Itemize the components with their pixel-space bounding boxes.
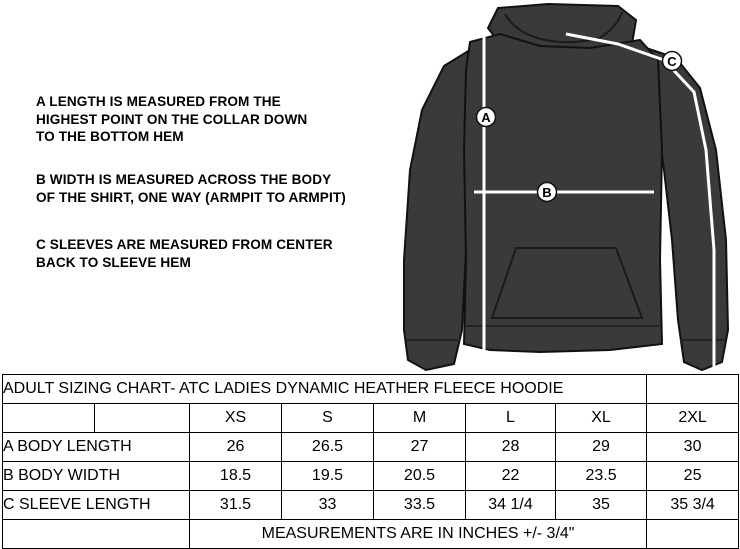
note-length: A LENGTH IS MEASURED FROM THE HIGHEST POINT ON THE COLLAR DOWN TO THE BOTTOM HEM bbox=[36, 94, 308, 145]
table-cell: 35 3/4 bbox=[647, 491, 739, 520]
header-row bbox=[3, 404, 739, 433]
table-cell: 33.5 bbox=[374, 491, 466, 520]
header-empty-cell bbox=[95, 404, 190, 433]
table-cell: 29 bbox=[556, 433, 647, 462]
table-cell: 35 bbox=[556, 491, 647, 520]
table-cell: 33 bbox=[282, 491, 374, 520]
sizing-chart-table bbox=[2, 374, 739, 549]
size-header: L bbox=[466, 404, 556, 433]
size-header: 2XL bbox=[647, 404, 739, 433]
table-cell: 34 1/4 bbox=[466, 491, 556, 520]
note-sleeve: C SLEEVES ARE MEASURED FROM CENTER BACK TO SLEEVE HEM bbox=[36, 237, 333, 270]
marker-b-label: B bbox=[542, 185, 552, 200]
table-row bbox=[3, 433, 739, 462]
size-header: XS bbox=[190, 404, 282, 433]
footer-empty-cell bbox=[647, 520, 739, 549]
table-cell: 23.5 bbox=[556, 462, 647, 491]
table-cell: 30 bbox=[647, 433, 739, 462]
table-cell: 26.5 bbox=[282, 433, 374, 462]
size-header: S bbox=[282, 404, 374, 433]
header-empty-cell bbox=[3, 404, 95, 433]
marker-b bbox=[538, 183, 557, 202]
marker-a bbox=[477, 108, 496, 127]
title-row bbox=[3, 375, 739, 404]
footer-row bbox=[3, 520, 739, 549]
table-cell: 28 bbox=[466, 433, 556, 462]
table-cell: 19.5 bbox=[282, 462, 374, 491]
table-cell: 20.5 bbox=[374, 462, 466, 491]
table-cell: 27 bbox=[374, 433, 466, 462]
table-cell: 31.5 bbox=[190, 491, 282, 520]
row-label: A BODY LENGTH bbox=[3, 433, 190, 462]
title-empty-cell bbox=[647, 375, 739, 404]
row-label: B BODY WIDTH bbox=[3, 462, 190, 491]
note-width: B WIDTH IS MEASURED ACROSS THE BODY OF THE SHIRT, ONE WAY (ARMPIT TO ARMPIT) bbox=[36, 172, 346, 205]
hoodie-measurement-diagram bbox=[395, 0, 740, 372]
marker-c-label: C bbox=[667, 54, 677, 69]
marker-a-label: A bbox=[481, 110, 491, 125]
size-header: XL bbox=[556, 404, 647, 433]
size-header: M bbox=[374, 404, 466, 433]
table-row bbox=[3, 462, 739, 491]
marker-c bbox=[663, 52, 682, 71]
table-cell: 18.5 bbox=[190, 462, 282, 491]
table-cell: 25 bbox=[647, 462, 739, 491]
footer-empty-cell bbox=[3, 520, 190, 549]
table-cell: 22 bbox=[466, 462, 556, 491]
table-row bbox=[3, 491, 739, 520]
measurement-note: MEASUREMENTS ARE IN INCHES +/- 3/4" bbox=[190, 520, 647, 549]
table-cell: 26 bbox=[190, 433, 282, 462]
row-label: C SLEEVE LENGTH bbox=[3, 491, 190, 520]
chart-title: ADULT SIZING CHART- ATC LADIES DYNAMIC HEATHER FLEECE HOODIE bbox=[3, 375, 647, 404]
